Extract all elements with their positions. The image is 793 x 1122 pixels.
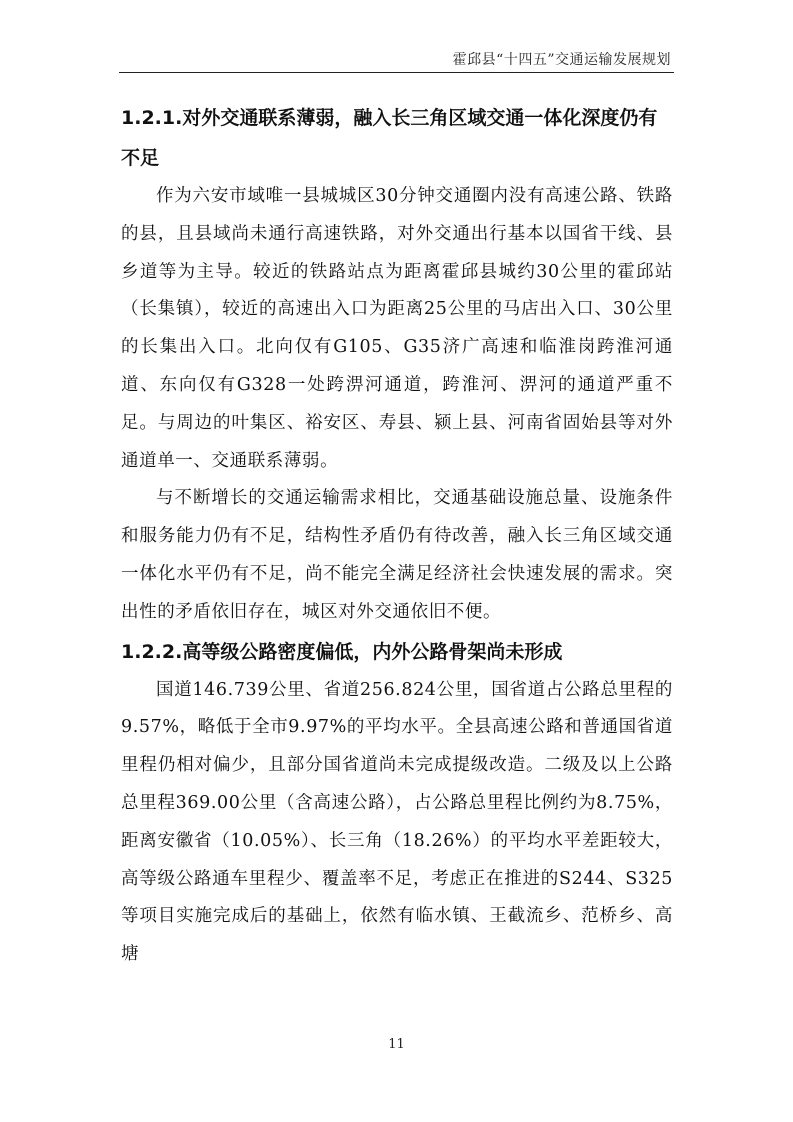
header-divider [119, 72, 674, 73]
document-body [121, 98, 673, 974]
paragraph: 与不断增长的交通运输需求相比，交通基础设施总量、设施条件和服务能力仍有不足，结构性矛盾仍有待改善，融入长三角区域交通一体化水平仍有不足，尚不能完全满足经济社会快速发展的需求。突出性的矛盾依旧存在，城区对外交通依旧不便。 [121, 488, 673, 622]
paragraph: 作为六安市域唯一县城城区30分钟交通圈内没有高速公路、铁路的县，且县域尚未通行高速铁路，对外交通出行基本以国省干线、县乡道等为主导。较近的铁路站点为距离霍邱县城约30公里的霍邱站（长集镇），较近的高速出入口为距离25公里的马店出入口、30公里的长集出入口。北向仅有G105、G35济广高速和临淮岗跨淮河通道、东向仅有G328一处跨淠河通道，跨淮河、淠河的通道严重不足。与周边的叶集区、裕安区、寿县、颍上县、河南省固始县等对外通道单一、交通联系薄弱。 [121, 186, 673, 471]
paragraph: 国道146.739公里、省道256.824公里，国省道占公路总里程的9.57%，略低于全市9.97%的平均水平。全县高速公路和普通国省道里程仍相对偏少，且部分国省道尚未完成提级改造。二级及以上公路总里程369.00公里（含高速公路），占公路总里程比例约为8.75%，距离安徽省（10.05%）、长三角（18.26%）的平均水平差距较大，高等级公路通车里程少、覆盖率不足，考虑正在推进的S244、S325等项目实施完成后的基础上，依然有临水镇、王截流乡、范桥乡、高塘 [121, 679, 673, 965]
section-heading-1-2-2: 1.2.2.高等级公路密度偏低，内外公路骨架尚未形成 [121, 640, 563, 663]
section-heading-1-2-1: 1.2.1.对外交通联系薄弱，融入长三角区域交通一体化深度仍有不足 [121, 107, 658, 169]
running-header-title: 霍邱县“十四五”交通运输发展规划 [452, 52, 671, 68]
page-number: 11 [388, 1037, 405, 1052]
